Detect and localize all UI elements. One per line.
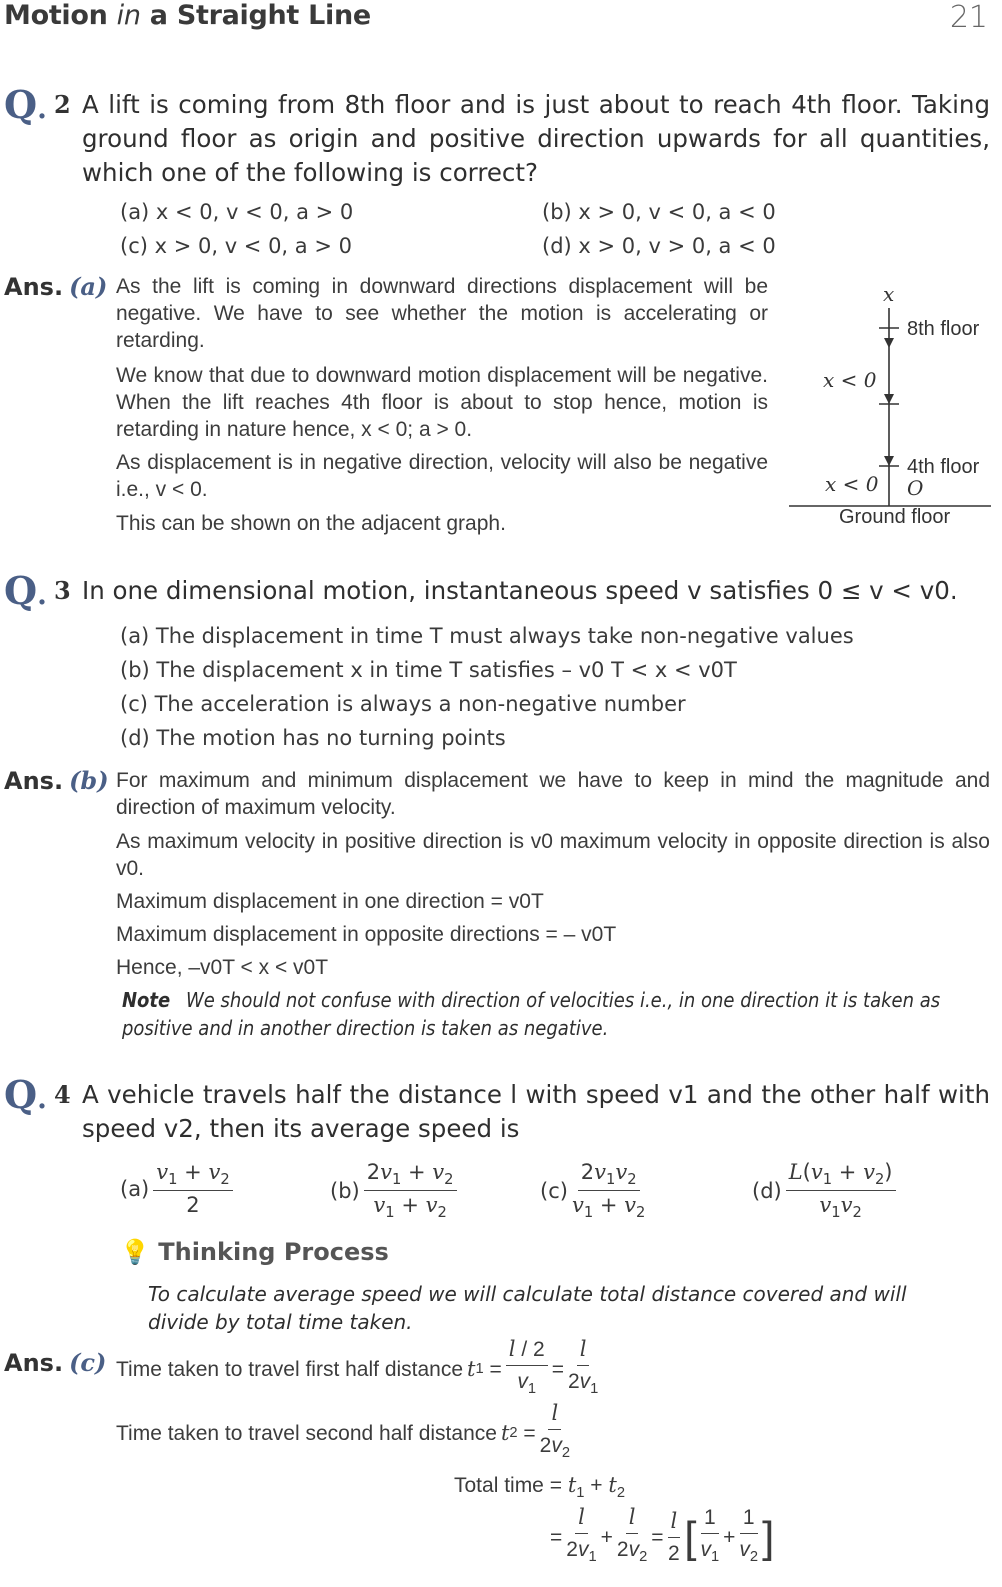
chapter-title: Motion in a Straight Line xyxy=(4,0,371,31)
option-d: (d) $\frac{L(v_1 + v_2)}{v_1v_2}$ xyxy=(752,1160,900,1221)
question-number: 2 xyxy=(54,90,71,119)
lightbulb-icon: 💡 xyxy=(120,1238,150,1266)
arrow-down-icon xyxy=(884,338,894,348)
answer-paragraph: As displacement is in negative direction, velocity will also be negative i.e., v < 0. xyxy=(116,451,768,501)
answer-equation: Time taken to travel first half distance t 1 = $\frac{l / 2}{v_1}$ = $\frac{l}{2v_1}$ xyxy=(116,1337,599,1398)
answer-label: Ans. (c) xyxy=(4,1348,107,1377)
question-text: A vehicle travels half the distance l with speed v1 and the other half with speed v2, then its average speed is xyxy=(82,1080,990,1143)
option-b: (b) The displacement x in time T satisfies – v0 T < x < v0T xyxy=(120,658,737,682)
thinking-process-heading: 💡 Thinking Process xyxy=(120,1238,389,1266)
question-text: A lift is coming from 8th floor and is just about to reach 4th floor. Taking ground floor as origin and positive direction upwards for all quantities, which one of the following is correct? xyxy=(82,90,990,187)
option-d: (d) x > 0, v > 0, a < 0 xyxy=(542,234,776,258)
answer-paragraph: We know that due to downward motion displacement will be negative. When the lift reaches 4th floor is about to stop hence, motion is retarding in nature hence, x < 0; a > 0. xyxy=(116,364,768,441)
answer-paragraph: Hence, –v0T < x < v0T xyxy=(116,956,329,979)
question-marker: Q. xyxy=(4,568,47,613)
option-a: (a) $\frac{v_1 + v_2}{2}$ xyxy=(120,1160,237,1217)
option-b: (b) x > 0, v < 0, a < 0 xyxy=(542,200,776,224)
question-number: 3 xyxy=(54,576,71,605)
answer-paragraph: This can be shown on the adjacent graph. xyxy=(116,512,506,535)
answer-paragraph: For maximum and minimum displacement we have to keep in mind the magnitude and direction of maximum velocity. xyxy=(116,769,990,819)
arrow-down-icon xyxy=(884,394,894,404)
question-number: 4 xyxy=(54,1080,71,1109)
question-marker: Q. xyxy=(4,1072,47,1117)
option-b: (b) $\frac{2v_1 + v_2}{v_1 + v_2}$ xyxy=(330,1160,461,1221)
answer-paragraph: As maximum velocity in positive direction is v0 maximum velocity in opposite direction is also v0. xyxy=(116,830,990,880)
answer-equation: = $\frac{l}{2v_1}$ + $\frac{l}{2v_2}$ = $\frac{l}{2}$ [ $\frac{1}{v_1}$ + $\frac{1}{v_2}$ ] xyxy=(550,1505,775,1566)
answer-paragraph: Maximum displacement in opposite directions = – v0T xyxy=(116,923,617,946)
lift-diagram: x 8th floor x < 0 4th floor x < 0 O Ground floor xyxy=(785,280,995,530)
option-c: (c) x > 0, v < 0, a > 0 xyxy=(120,234,352,258)
answer-paragraph: As the lift is coming in downward directions displacement will be negative. We have to see whether the motion is accelerating or retarding. xyxy=(116,275,768,352)
question-text: In one dimensional motion, instantaneous speed v satisfies 0 ≤ v < v0. xyxy=(82,576,958,605)
option-d: (d) The motion has no turning points xyxy=(120,726,506,750)
arrow-down-icon xyxy=(884,456,894,466)
thinking-process-text: To calculate average speed we will calculate total distance covered and will divide by total time taken. xyxy=(148,1282,907,1334)
option-a: (a) x < 0, v < 0, a > 0 xyxy=(120,200,354,224)
note: Note We should not confuse with direction of velocities i.e., in one direction it is taken as positive and in another direction is taken as negative. xyxy=(122,988,941,1040)
option-c: (c) $\frac{2v_1v_2}{v_1 + v_2}$ xyxy=(540,1160,646,1222)
answer-paragraph: Maximum displacement in one direction = v0T xyxy=(116,890,544,913)
answer-equation: Time taken to travel second half distance t 2 = $\frac{l}{2v_2}$ xyxy=(116,1401,571,1462)
answer-label: Ans. (a) xyxy=(4,272,108,301)
question-marker: Q. xyxy=(4,82,47,127)
option-c: (c) The acceleration is always a non-negative number xyxy=(120,692,686,716)
answer-label: Ans. (b) xyxy=(4,766,109,795)
option-a: (a) The displacement in time T must always take non-negative values xyxy=(120,624,854,648)
page-number: 21 xyxy=(949,0,988,35)
answer-equation: Total time = $t_1 + t_2$ xyxy=(454,1473,625,1502)
